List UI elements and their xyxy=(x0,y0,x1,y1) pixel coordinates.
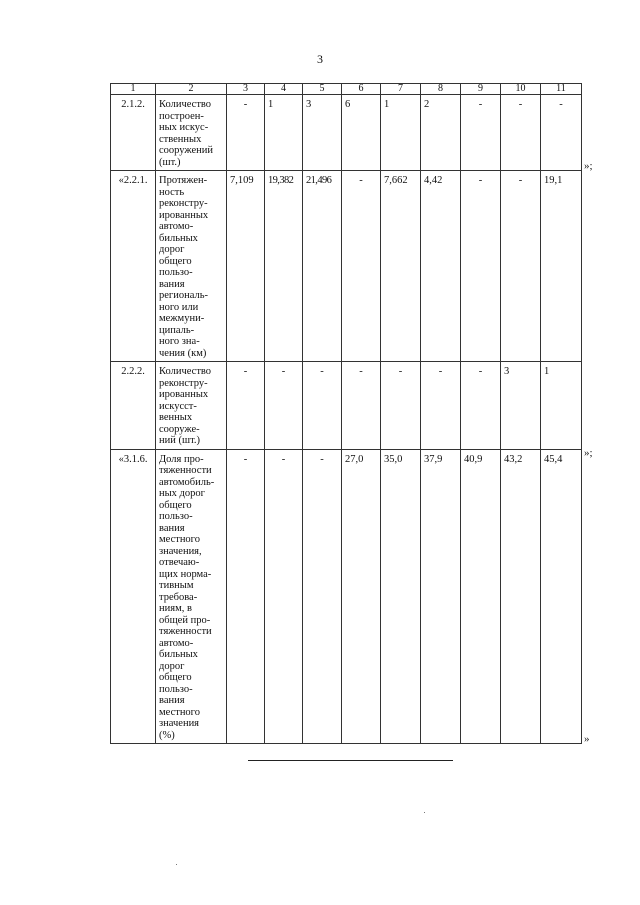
table-row xyxy=(111,95,582,171)
value-cell: 19,1 xyxy=(541,171,582,362)
table-row xyxy=(111,171,582,362)
value-cell: - xyxy=(303,449,342,744)
header-cell: 10 xyxy=(501,84,541,95)
row-code: «2.2.1. xyxy=(111,171,156,362)
value-cell: 2 xyxy=(421,95,461,171)
header-cell: 9 xyxy=(461,84,501,95)
row-trailing-mark: » xyxy=(584,733,590,745)
header-cell: 8 xyxy=(421,84,461,95)
value-cell: 35,0 xyxy=(381,449,421,744)
value-cell: 37,9 xyxy=(421,449,461,744)
value-cell: - xyxy=(461,171,501,362)
value-cell: - xyxy=(461,95,501,171)
row-trailing-mark: »; xyxy=(584,160,593,172)
header-cell: 7 xyxy=(381,84,421,95)
value-cell: 7,662 xyxy=(381,171,421,362)
value-cell: 7,109 xyxy=(227,171,265,362)
value-cell: - xyxy=(342,171,381,362)
value-cell: 40,9 xyxy=(461,449,501,744)
header-cell: 4 xyxy=(265,84,303,95)
header-cell: 6 xyxy=(342,84,381,95)
value-cell: 1 xyxy=(541,362,582,450)
row-code: 2.2.2. xyxy=(111,362,156,450)
value-cell: - xyxy=(342,362,381,450)
value-cell: - xyxy=(227,449,265,744)
row-code: 2.1.2. xyxy=(111,95,156,171)
value-cell: 1 xyxy=(381,95,421,171)
value-cell: - xyxy=(227,362,265,450)
row-name: Протяжен- ность реконстру- ированных автомо- бильных дорог общего пользо- вания региональ- ного или межмуни- ципаль- ного зна- чения (км) xyxy=(156,171,227,362)
footer-rule xyxy=(248,760,453,761)
header-cell: 3 xyxy=(227,84,265,95)
row-name: Доля про- тяженности автомобиль- ных дорог общего пользо- вания местного значения, отвечаю- щих норма- тивным требова- ниям, в общей про- тяженности автомо- бильных дорог общего пользо- вания местного значения (%) xyxy=(156,449,227,744)
row-trailing-mark: »; xyxy=(584,447,593,459)
value-cell: 3 xyxy=(303,95,342,171)
row-code: «3.1.6. xyxy=(111,449,156,744)
value-cell: 6 xyxy=(342,95,381,171)
value-cell: - xyxy=(501,95,541,171)
table-row xyxy=(111,362,582,450)
value-cell: 1 xyxy=(265,95,303,171)
value-cell: - xyxy=(541,95,582,171)
header-cell: 1 xyxy=(111,84,156,95)
table-row xyxy=(111,449,582,744)
value-cell: - xyxy=(461,362,501,450)
scan-speck xyxy=(424,812,425,813)
header-cell: 2 xyxy=(156,84,227,95)
scan-speck xyxy=(176,864,177,865)
value-cell: 27,0 xyxy=(342,449,381,744)
value-cell: 45,4 xyxy=(541,449,582,744)
value-cell: - xyxy=(227,95,265,171)
value-cell: 43,2 xyxy=(501,449,541,744)
indicators-table xyxy=(110,83,582,744)
value-cell: - xyxy=(265,449,303,744)
header-cell: 11 xyxy=(541,84,582,95)
value-cell: - xyxy=(421,362,461,450)
header-cell: 5 xyxy=(303,84,342,95)
page-number: 3 xyxy=(317,52,323,66)
table-header-row xyxy=(111,84,582,95)
value-cell: 21,496 xyxy=(303,171,342,362)
value-cell: 3 xyxy=(501,362,541,450)
value-cell: 19,382 xyxy=(265,171,303,362)
value-cell: 4,42 xyxy=(421,171,461,362)
value-cell: - xyxy=(381,362,421,450)
row-name: Количество построен- ных искус- ственных сооружений (шт.) xyxy=(156,95,227,171)
value-cell: - xyxy=(501,171,541,362)
value-cell: - xyxy=(265,362,303,450)
row-name: Количество реконстру- ированных искусст- венных сооруже- ний (шт.) xyxy=(156,362,227,450)
value-cell: - xyxy=(303,362,342,450)
